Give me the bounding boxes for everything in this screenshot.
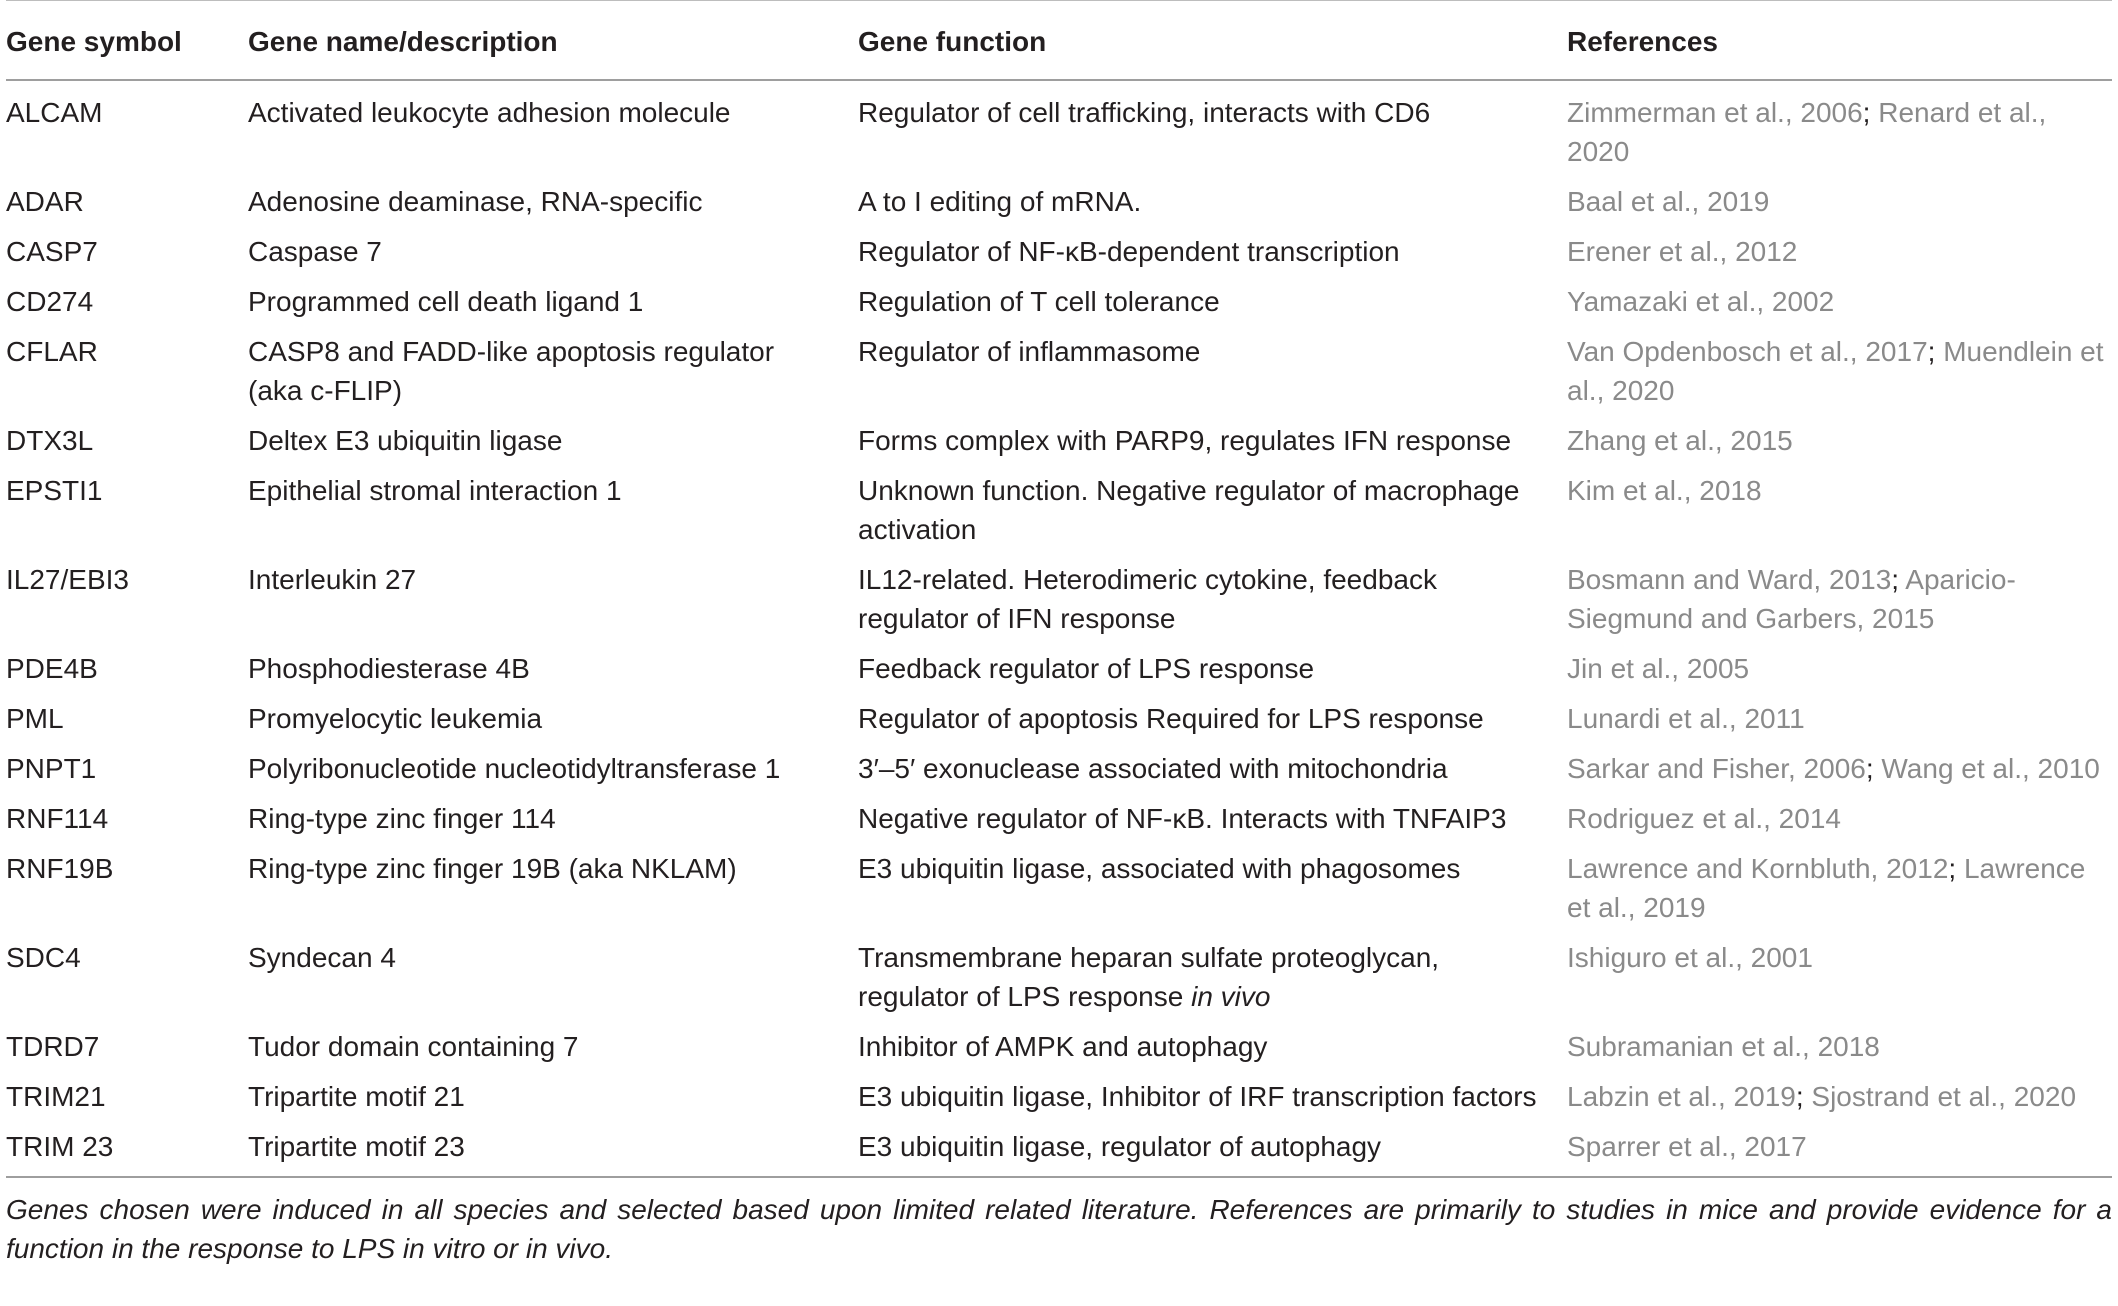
gene-function-text: IL12-related. Heterodimeric cytokine, feedback regulator of IFN response (858, 564, 1437, 634)
gene-symbol-cell: RNF114 (6, 803, 109, 834)
references-cell (1567, 646, 2112, 696)
gene-function-text: Regulation of T cell tolerance (858, 286, 1220, 317)
reference-link[interactable]: Labzin et al., 2019 (1567, 1081, 1796, 1112)
table-row (6, 846, 2112, 935)
gene-name-cell: Caspase 7 (248, 236, 382, 267)
reference-link[interactable]: Sjostrand et al., 2020 (1811, 1081, 2077, 1112)
gene-symbol-cell: CD274 (6, 286, 94, 317)
gene-function-cell (858, 1074, 1567, 1124)
reference-separator: ; (1891, 564, 1906, 595)
gene-name-cell: CASP8 and FADD-like apoptosis regulator (aka c-FLIP) (248, 336, 775, 406)
table-row (6, 935, 2112, 1024)
gene-function-text: Negative regulator of NF-κB. Interacts with TNFAIP3 (858, 803, 1507, 834)
gene-function-text: Regulator of apoptosis Required for LPS response (858, 703, 1484, 734)
reference-link[interactable]: Kim et al., 2018 (1567, 475, 1762, 506)
reference-separator: ; (1865, 753, 1882, 784)
table-row (6, 746, 2112, 796)
gene-function-text: Regulator of NF-κB-dependent transcription (858, 236, 1400, 267)
table-row (6, 1024, 2112, 1074)
references-cell (1567, 80, 2112, 179)
gene-function-text: Feedback regulator of LPS response (858, 653, 1315, 684)
gene-function-cell (858, 1124, 1567, 1177)
reference-link[interactable]: Erener et al., 2012 (1567, 236, 1798, 267)
gene-symbol-cell: TDRD7 (6, 1031, 100, 1062)
reference-separator: ; (1948, 853, 1964, 884)
gene-function-cell (858, 935, 1567, 1024)
reference-link[interactable]: Baal et al., 2019 (1567, 186, 1770, 217)
reference-link[interactable]: Bosmann and Ward, 2013 (1567, 564, 1892, 595)
reference-link[interactable]: Zimmerman et al., 2006 (1567, 97, 1863, 128)
reference-link[interactable]: Ishiguro et al., 2001 (1567, 942, 1813, 973)
gene-function-text: A to I editing of mRNA. (858, 186, 1142, 217)
gene-function-text: E3 ubiquitin ligase, regulator of autophagy (858, 1131, 1382, 1162)
gene-symbol-cell: CFLAR (6, 336, 98, 367)
gene-table-document (6, 0, 2112, 1268)
reference-link[interactable]: Sarkar and Fisher, 2006 (1567, 753, 1866, 784)
gene-function-text: Forms complex with PARP9, regulates IFN response (858, 425, 1512, 456)
reference-separator: ; (1927, 336, 1944, 367)
reference-link[interactable]: Lawrence and Kornbluth, 2012 (1567, 853, 1949, 884)
gene-name-cell: Phosphodiesterase 4B (248, 653, 530, 684)
header-references: References (1567, 26, 1718, 57)
reference-link[interactable]: Yamazaki et al., 2002 (1567, 286, 1835, 317)
references-cell (1567, 1024, 2112, 1074)
gene-name-cell: Polyribonucleotide nucleotidyltransferase 1 (248, 753, 781, 784)
references-cell (1567, 179, 2112, 229)
gene-function-text: Unknown function. Negative regulator of macrophage activation (858, 475, 1520, 545)
reference-link[interactable]: Zhang et al., 2015 (1567, 425, 1793, 456)
gene-function-cell (858, 796, 1567, 846)
gene-function-cell (858, 80, 1567, 179)
references-cell (1567, 1074, 2112, 1124)
table-row (6, 279, 2112, 329)
header-gene-name: Gene name/description (248, 26, 558, 57)
references-cell (1567, 329, 2112, 418)
gene-name-cell: Deltex E3 ubiquitin ligase (248, 425, 563, 456)
gene-symbol-cell: RNF19B (6, 853, 114, 884)
table-row (6, 329, 2112, 418)
gene-function-text: Regulator of inflammasome (858, 336, 1201, 367)
gene-name-cell: Activated leukocyte adhesion molecule (248, 97, 731, 128)
gene-name-cell: Interleukin 27 (248, 564, 417, 595)
reference-link[interactable]: Jin et al., 2005 (1567, 653, 1750, 684)
gene-function-cell (858, 329, 1567, 418)
header-gene-symbol: Gene symbol (6, 26, 182, 57)
gene-name-cell: Syndecan 4 (248, 942, 396, 973)
table-row (6, 229, 2112, 279)
gene-name-cell: Adenosine deaminase, RNA-specific (248, 186, 703, 217)
reference-link[interactable]: Van Opdenbosch et al., 2017 (1567, 336, 1928, 367)
table-row (6, 418, 2112, 468)
gene-name-cell: Epithelial stromal interaction 1 (248, 475, 622, 506)
reference-link[interactable]: Wang et al., 2010 (1881, 753, 2100, 784)
gene-name-cell: Ring-type zinc finger 114 (248, 803, 556, 834)
gene-symbol-cell: TRIM21 (6, 1081, 106, 1112)
reference-link[interactable]: Rodriguez et al., 2014 (1567, 803, 1841, 834)
gene-function-cell (858, 557, 1567, 646)
table-row (6, 646, 2112, 696)
table-row (6, 1124, 2112, 1177)
references-cell (1567, 796, 2112, 846)
gene-symbol-cell: EPSTI1 (6, 475, 103, 506)
gene-function-italic: in vivo (1191, 981, 1271, 1012)
references-cell (1567, 229, 2112, 279)
table-row (6, 1074, 2112, 1124)
references-cell (1567, 1124, 2112, 1177)
table-row (6, 179, 2112, 229)
gene-symbol-cell: PML (6, 703, 64, 734)
references-cell (1567, 696, 2112, 746)
gene-function-text: E3 ubiquitin ligase, associated with phagosomes (858, 853, 1461, 884)
gene-function-cell (858, 418, 1567, 468)
gene-name-cell: Tripartite motif 23 (248, 1131, 465, 1162)
references-cell (1567, 846, 2112, 935)
gene-function-text: Regulator of cell trafficking, interacts with CD6 (858, 97, 1431, 128)
gene-function-cell (858, 279, 1567, 329)
gene-name-cell: Promyelocytic leukemia (248, 703, 543, 734)
gene-function-text: Inhibitor of AMPK and autophagy (858, 1031, 1268, 1062)
reference-link[interactable]: Lawrence et al., 2019 (1567, 853, 2086, 923)
gene-function-cell (858, 646, 1567, 696)
gene-function-cell (858, 746, 1567, 796)
gene-function-cell (858, 696, 1567, 746)
gene-symbol-cell: CASP7 (6, 236, 98, 267)
gene-symbol-cell: TRIM 23 (6, 1131, 114, 1162)
header-row (6, 1, 2112, 81)
gene-symbol-cell: SDC4 (6, 942, 81, 973)
reference-link[interactable]: Aparicio-Siegmund and Garbers, 2015 (1567, 564, 2016, 634)
table-row (6, 557, 2112, 646)
gene-symbol-cell: ALCAM (6, 97, 103, 128)
gene-function-cell (858, 1024, 1567, 1074)
table-row (6, 468, 2112, 557)
gene-table (6, 0, 2112, 1178)
gene-symbol-cell: IL27/EBI3 (6, 564, 129, 595)
references-cell (1567, 557, 2112, 646)
gene-function-cell (858, 468, 1567, 557)
gene-name-cell: Ring-type zinc finger 19B (aka NKLAM) (248, 853, 737, 884)
gene-function-cell (858, 846, 1567, 935)
table-row (6, 696, 2112, 746)
reference-link[interactable]: Subramanian et al., 2018 (1567, 1031, 1880, 1062)
reference-separator: ; (1862, 97, 1879, 128)
gene-function-text: Transmembrane heparan sulfate proteoglycan, regulator of LPS response (858, 942, 1440, 1012)
reference-link[interactable]: Renard et al., 2020 (1567, 97, 2047, 167)
gene-symbol-cell: PNPT1 (6, 753, 97, 784)
header-gene-function: Gene function (858, 26, 1047, 57)
table-row (6, 796, 2112, 846)
gene-function-text: E3 ubiquitin ligase, Inhibitor of IRF transcription factors (858, 1081, 1537, 1112)
gene-function-cell (858, 229, 1567, 279)
table-body (6, 80, 2112, 1177)
references-cell (1567, 746, 2112, 796)
gene-symbol-cell: PDE4B (6, 653, 98, 684)
gene-name-cell: Tudor domain containing 7 (248, 1031, 579, 1062)
table-header (6, 1, 2112, 81)
reference-link[interactable]: Muendlein et al., 2020 (1567, 336, 2104, 406)
references-cell (1567, 279, 2112, 329)
references-cell (1567, 468, 2112, 557)
references-cell (1567, 418, 2112, 468)
reference-link[interactable]: Lunardi et al., 2011 (1567, 703, 1805, 734)
gene-name-cell: Tripartite motif 21 (248, 1081, 465, 1112)
gene-function-cell (858, 179, 1567, 229)
table-row (6, 80, 2112, 179)
reference-link[interactable]: Sparrer et al., 2017 (1567, 1131, 1807, 1162)
gene-symbol-cell: DTX3L (6, 425, 94, 456)
references-cell (1567, 935, 2112, 1024)
gene-function-text: 3′–5′ exonuclease associated with mitochondria (858, 753, 1448, 784)
reference-separator: ; (1795, 1081, 1812, 1112)
table-footnote: Genes chosen were induced in all species and selected based upon limited related literature. References are primarily to studies in mice and provide evidence for a function in the response to LPS in vitro or in vivo. (6, 1194, 2112, 1264)
gene-name-cell: Programmed cell death ligand 1 (248, 286, 644, 317)
gene-symbol-cell: ADAR (6, 186, 84, 217)
